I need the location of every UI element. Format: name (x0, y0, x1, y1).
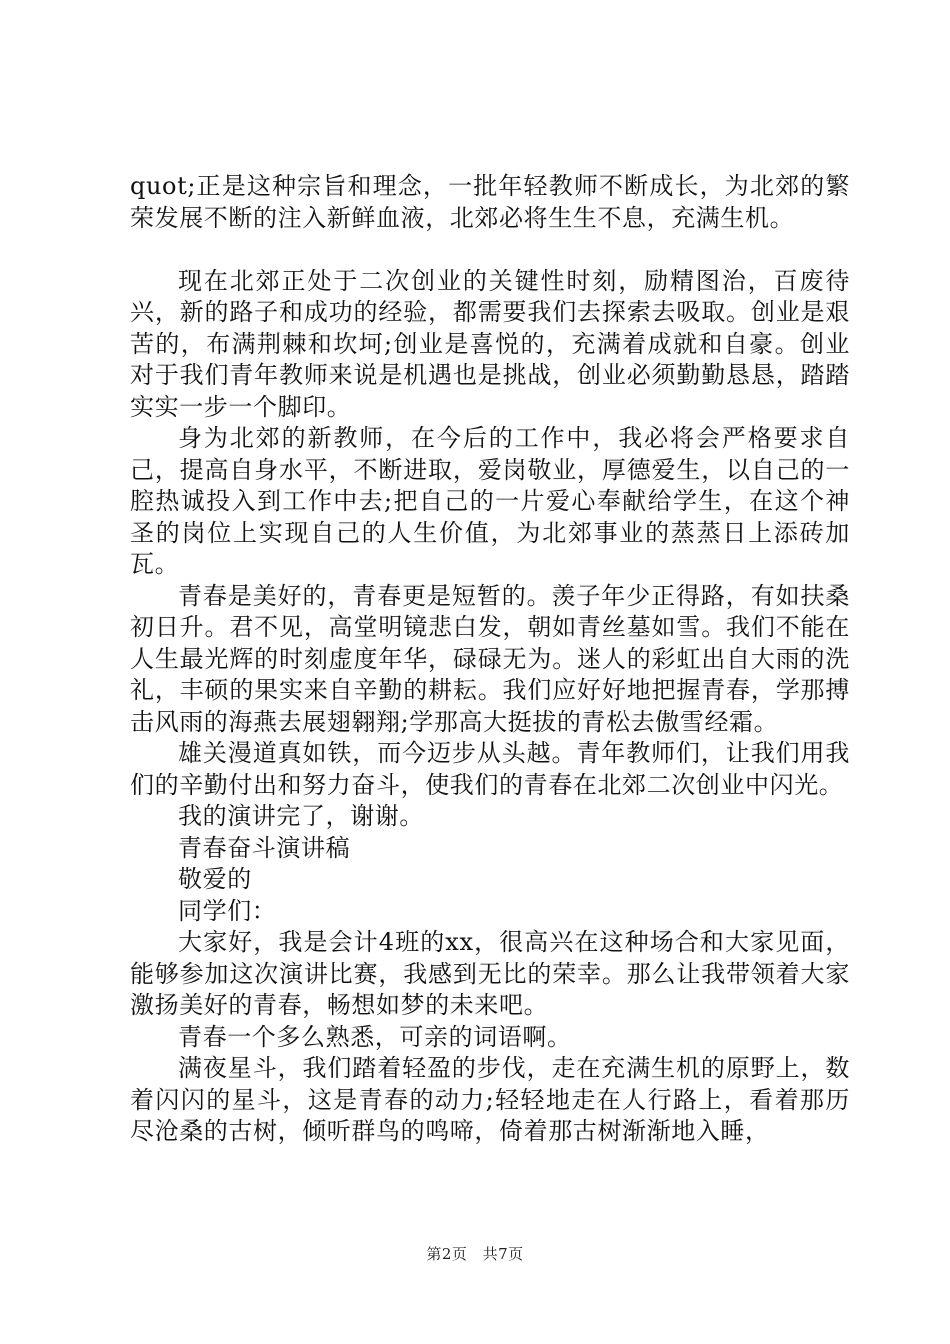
salutation-line: 敬爱的 (178, 865, 252, 893)
salutation-line: 同学们： (178, 896, 277, 925)
page-footer (0, 1243, 950, 1264)
paragraph: 我的演讲完了，谢谢。 (178, 802, 424, 830)
paragraph: 身为北郊的新教师，在今后的工作中，我必将会严格要求自己，提高自身水平，不断进取，爱岗敬业，厚德爱生，以自己的一腔热诚投入到工作中去;把自己的一片爱心奉献给学生，在这个神圣的岗位上实现自己的人生价值，为北郊事业的蒸蒸日上添砖加瓦。 (130, 424, 850, 578)
paragraph: 满夜星斗，我们踏着轻盈的步伐，走在充满生机的原野上，数着闪闪的星斗，这是青春的动力;轻轻地走在人行路上，看着那历尽沧桑的古树，倾听群鸟的鸣啼，倚着那古树渐渐地入睡， (130, 1054, 850, 1145)
document-body (130, 171, 850, 1148)
paragraph: 青春是美好的，青春更是短暂的。羡子年少正得路，有如扶桑初日升。君不见，高堂明镜悲白发，朝如青丝墓如雪。我们不能在人生最光辉的时刻虚度年华，碌碌无为。迷人的彩虹出自大雨的洗礼，丰硕的果实来自辛勤的耕耘。我们应好好地把握青春，学那搏击风雨的海燕去展翅翱翔;学那高大挺拔的青松去傲雪经霜。 (130, 581, 850, 736)
paragraph: 现在北郊正处于二次创业的关键性时刻，励精图治，百废待兴，新的路子和成功的经验，都需要我们去探索去吸取。创业是艰苦的，布满荆棘和坎坷;创业是喜悦的，充满着成就和自豪。创业对于我们青年教师来说是机遇也是挑战，创业必须勤勤恳恳，踏踏实实一步一个脚印。 (130, 266, 850, 421)
paragraph: 青春一个多么熟悉，可亲的词语啊。 (178, 1022, 572, 1051)
paragraph: 雄关漫道真如铁，而今迈步从头越。青年教师们，让我们用我们的辛勤付出和努力奋斗，使我们的青春在北郊二次创业中闪光。 (130, 739, 850, 799)
page-number: 第2页 (426, 1245, 468, 1263)
paragraph-continuation: quot;正是这种宗旨和理念，一批年轻教师不断成长，为北郊的繁荣发展不断的注入新鲜血液，北郊必将生生不息，充满生机。 (130, 172, 850, 232)
page-total: 共7页 (482, 1245, 524, 1263)
speech-title: 青春奋斗演讲稿 (178, 833, 351, 862)
paragraph: 大家好，我是会计4班的xx，很高兴在这种场合和大家见面，能够参加这次演讲比赛，我感到无比的荣幸。那么让我带领着大家激扬美好的青春，畅想如梦的未来吧。 (130, 928, 850, 1019)
